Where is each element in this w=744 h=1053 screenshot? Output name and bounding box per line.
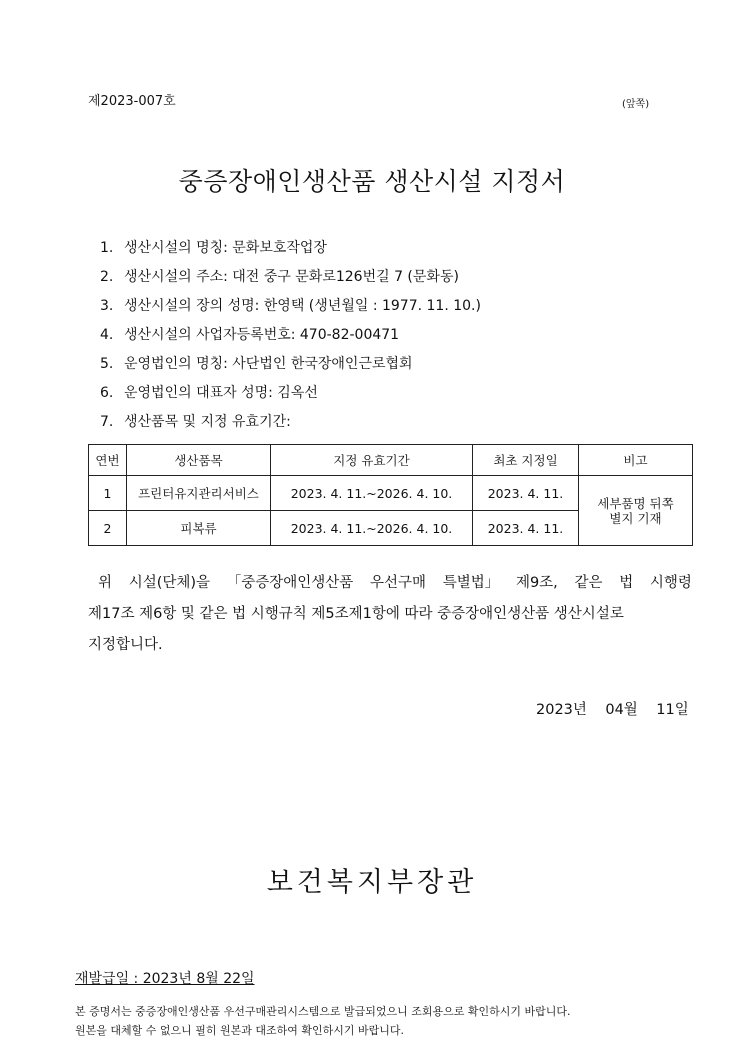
- cell-no: 1: [89, 476, 127, 511]
- header-first-date: 최초 지정일: [473, 445, 579, 476]
- item-text: 운영법인의 대표자 성명: 김옥선: [124, 385, 318, 401]
- cell-product: 피복류: [127, 511, 271, 546]
- header-no: 연번: [89, 445, 127, 476]
- cell-first-date: 2023. 4. 11.: [473, 476, 579, 511]
- statement-line-2: [88, 599, 692, 630]
- info-item-corporation-name: [100, 350, 481, 379]
- cell-period: 2023. 4. 11.~2026. 4. 10.: [271, 511, 473, 546]
- info-item-business-number: [100, 321, 481, 350]
- statement-word: 위: [98, 575, 113, 591]
- item-number: 5.: [100, 356, 114, 372]
- item-number: 2.: [100, 269, 114, 285]
- remark-line: 세부품명 뒤쪽: [597, 495, 674, 511]
- statement-word: 법: [619, 575, 634, 591]
- item-text: 생산시설의 사업자등록번호: 470-82-00471: [124, 327, 400, 343]
- statement-word: 시행령: [649, 575, 692, 591]
- item-text: 운영법인의 명칭: 사단법인 한국장애인근로협회: [124, 356, 413, 372]
- statement-word: 같은: [574, 575, 603, 591]
- issue-date: [536, 698, 689, 719]
- header-period: 지정 유효기간: [271, 445, 473, 476]
- statement-word: 「중증장애인생산품: [226, 575, 354, 591]
- info-item-products-period: [100, 408, 481, 437]
- item-number: 7.: [100, 414, 114, 430]
- item-number: 4.: [100, 327, 114, 343]
- remark-line: 별지 기재: [609, 510, 662, 526]
- info-list: [100, 234, 481, 437]
- item-text: 생산시설의 명칭: 문화보호작업장: [124, 240, 327, 256]
- statement-line-1: [88, 568, 692, 599]
- header-remark: 비고: [579, 445, 693, 476]
- item-number: 3.: [100, 298, 114, 314]
- info-item-facility-name: [100, 234, 481, 263]
- page-side-mark: (앞쪽): [622, 99, 650, 110]
- header-product: 생산품목: [127, 445, 271, 476]
- notice-line-1: 본 증명서는 중증장애인생산품 우선구매관리시스템으로 발급되었으니 조회용으로 확인하시기 바랍니다.: [75, 1005, 571, 1018]
- statement-word: 제9조,: [515, 575, 558, 591]
- statement-line-3: [88, 630, 692, 661]
- statement-text: 제17조 제6항 및 같은 법 시행규칙 제5조제1항에 따라 중증장애인생산품 생산시설로: [88, 606, 624, 622]
- cell-remark: [579, 476, 693, 546]
- cell-period: 2023. 4. 11.~2026. 4. 10.: [271, 476, 473, 511]
- info-item-address: [100, 263, 481, 292]
- issuer-name: 보건복지부장관: [266, 867, 478, 898]
- table-header-row: [89, 445, 693, 476]
- info-item-head-name: [100, 292, 481, 321]
- statement-word: 특별법」: [442, 575, 500, 591]
- table-row: [89, 476, 693, 511]
- document-title: 중증장애인생산품 생산시설 지정서: [178, 167, 566, 196]
- item-text: 생산품목 및 지정 유효기간:: [124, 414, 291, 430]
- cell-no: 2: [89, 511, 127, 546]
- cell-product: 프린터유지관리서비스: [127, 476, 271, 511]
- item-text: 생산시설의 장의 성명: 한영택 (생년월일 : 1977. 11. 10.): [124, 298, 481, 314]
- verification-notice: [75, 1002, 571, 1040]
- reissue-date: 재발급일 : 2023년 8월 22일: [75, 971, 255, 987]
- info-item-representative: [100, 379, 481, 408]
- issue-year: 2023년: [536, 702, 587, 718]
- statement-word: 우선구매: [370, 575, 427, 591]
- item-text: 생산시설의 주소: 대전 중구 문화로126번길 7 (문화동): [124, 269, 459, 285]
- statement-word: 시설(단체)을: [128, 575, 211, 591]
- issue-day: 11일: [656, 702, 689, 718]
- issue-month: 04월: [605, 702, 638, 718]
- notice-line-2: 원본을 대체할 수 없으니 필히 원본과 대조하여 확인하시기 바랍니다.: [75, 1024, 404, 1037]
- products-table: [88, 444, 693, 546]
- designation-statement: [88, 568, 692, 661]
- statement-text: 지정합니다.: [88, 637, 163, 653]
- cell-first-date: 2023. 4. 11.: [473, 511, 579, 546]
- item-number: 6.: [100, 385, 114, 401]
- certificate-number: 제2023-007호: [88, 94, 176, 109]
- item-number: 1.: [100, 240, 114, 256]
